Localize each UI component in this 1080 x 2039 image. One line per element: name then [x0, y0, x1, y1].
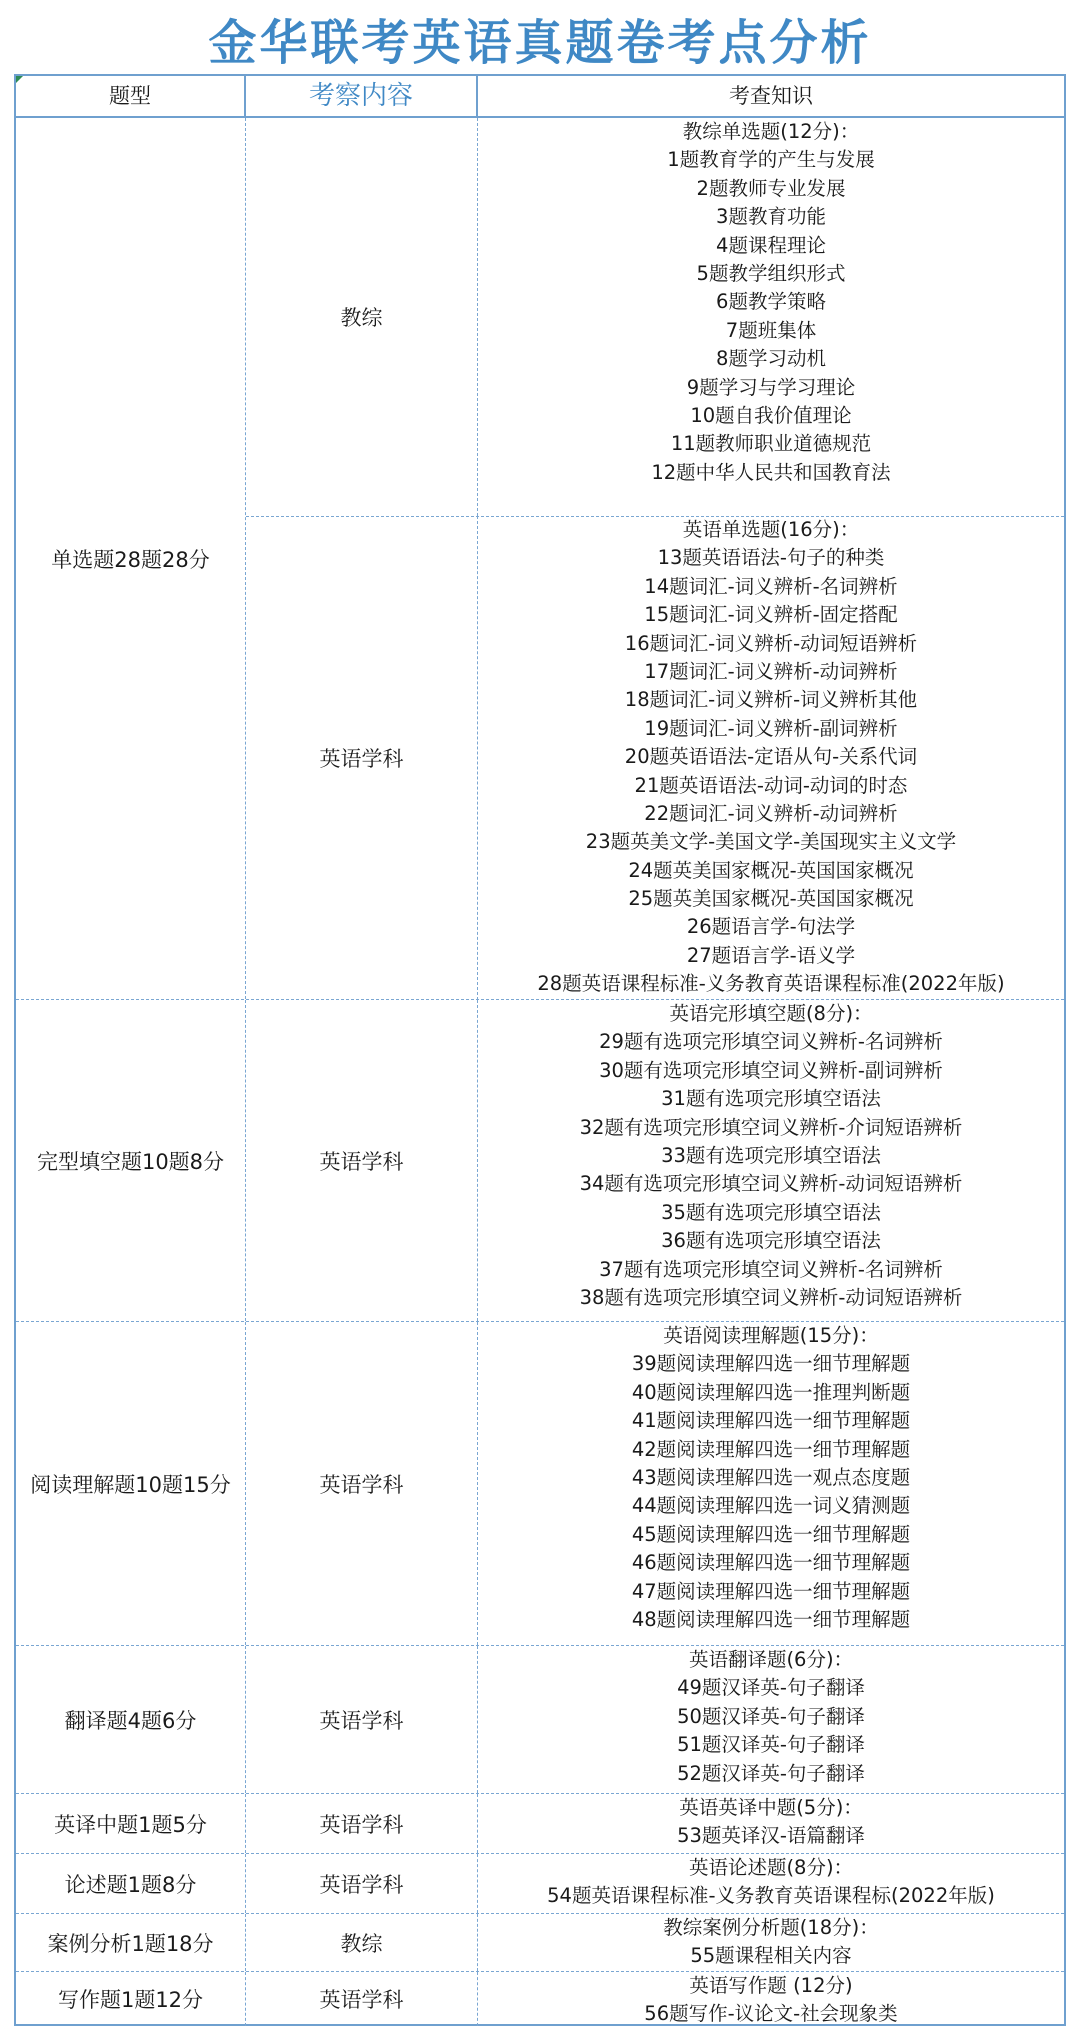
content-cell: 英语学科: [246, 1646, 478, 1793]
knowledge-line: 19题词汇-词义辨析-副词辨析: [644, 716, 898, 740]
section-essay: [16, 1854, 1064, 1914]
subrow-education: [246, 118, 1064, 516]
content-cell: 英语学科: [246, 1322, 478, 1645]
knowledge-line: 49题汉译英-句子翻译: [677, 1676, 865, 1700]
knowledge-line: 17题词汇-词义辨析-动词辨析: [644, 659, 898, 683]
knowledge-line: 40题阅读理解四选一推理判断题: [631, 1380, 911, 1404]
knowledge-line: 1题教育学的产生与发展: [667, 148, 875, 172]
knowledge-line: 英语翻译题(6分)：: [688, 1648, 854, 1671]
knowledge-line: 英语完形填空题(8分)：: [669, 1002, 873, 1025]
type-cell: 翻译题4题6分: [16, 1646, 246, 1793]
knowledge-cell: [478, 1646, 1064, 1793]
content-cell: 英语学科: [246, 1972, 478, 2026]
knowledge-line: 14题词汇-词义辨析-名词辨析: [644, 574, 898, 598]
knowledge-line: 15题词汇-词义辨析-固定搭配: [644, 603, 898, 627]
knowledge-line: 2题教师专业发展: [696, 176, 846, 200]
knowledge-line: 41题阅读理解四选一细节理解题: [631, 1409, 911, 1433]
knowledge-cell: [478, 1000, 1064, 1321]
knowledge-cell: [478, 1794, 1064, 1853]
type-cell: 写作题1题12分: [16, 1972, 246, 2026]
type-cell: 阅读理解题10题15分: [16, 1322, 246, 1645]
knowledge-line: 3题教育功能: [716, 205, 826, 229]
knowledge-line: 33题有选项完形填空语法: [661, 1143, 881, 1167]
knowledge-line: 34题有选项完形填空词义辨析-动词短语辨析: [579, 1172, 963, 1196]
knowledge-line: 51题汉译英-句子翻译: [677, 1733, 865, 1757]
section-cloze: [16, 1000, 1064, 1322]
knowledge-line: 24题英美国家概况-英国国家概况: [628, 858, 914, 882]
knowledge-line: 18题词汇-词义辨析-词义辨析其他: [624, 688, 918, 712]
knowledge-cell: [478, 1972, 1064, 2026]
knowledge-line: 9题学习与学习理论: [686, 375, 856, 399]
analysis-table: [14, 74, 1066, 2026]
knowledge-line: 38题有选项完形填空词义辨析-动词短语辨析: [579, 1285, 963, 1309]
knowledge-line: 55题课程相关内容: [690, 1944, 852, 1968]
content-cell: 英语学科: [246, 516, 478, 1000]
knowledge-line: 56题写作-议论文-社会现象类: [644, 2002, 898, 2026]
knowledge-line: 46题阅读理解四选一细节理解题: [631, 1551, 911, 1575]
content-cell: 教综: [246, 118, 478, 516]
knowledge-line: 48题阅读理解四选一细节理解题: [631, 1607, 911, 1631]
subrow-english: [246, 516, 1064, 1000]
knowledge-line: 35题有选项完形填空语法: [661, 1200, 881, 1224]
section-en-to-cn: [16, 1794, 1064, 1854]
knowledge-line: 11题教师职业道德规范: [670, 432, 872, 456]
type-cell: 单选题28题28分: [16, 118, 246, 999]
knowledge-line: 37题有选项完形填空词义辨析-名词辨析: [599, 1257, 943, 1281]
type-cell: 论述题1题8分: [16, 1854, 246, 1913]
knowledge-line: 54题英语课程标准-义务教育英语课程标(2022年版): [547, 1884, 995, 1908]
knowledge-line: 39题阅读理解四选一细节理解题: [631, 1352, 911, 1376]
knowledge-line: 英语阅读理解题(15分)：: [663, 1324, 879, 1347]
knowledge-line: 53题英译汉-语篇翻译: [677, 1824, 865, 1848]
table-header: [16, 76, 1064, 118]
knowledge-cell: [478, 516, 1064, 1000]
section-translation: [16, 1646, 1064, 1794]
knowledge-line: 教综案例分析题(18分)：: [663, 1916, 879, 1939]
knowledge-line: 26题语言学-句法学: [686, 915, 856, 939]
content-cell: 英语学科: [246, 1854, 478, 1913]
knowledge-cell: [478, 118, 1064, 516]
knowledge-cell: [478, 1322, 1064, 1645]
knowledge-line: 8题学习动机: [716, 347, 826, 371]
type-cell: 英译中题1题5分: [16, 1794, 246, 1853]
section-single-choice: [16, 118, 1064, 1000]
header-knowledge: 考查知识: [729, 84, 813, 108]
header-content: 考察内容: [246, 76, 478, 116]
knowledge-line: 10题自我价值理论: [690, 403, 852, 427]
knowledge-line: 29题有选项完形填空词义辨析-名词辨析: [599, 1030, 943, 1054]
knowledge-line: 43题阅读理解四选一观点态度题: [631, 1465, 911, 1489]
knowledge-line: 22题词汇-词义辨析-动词辨析: [644, 801, 898, 825]
knowledge-line: 50题汉译英-句子翻译: [677, 1704, 865, 1728]
knowledge-line: 7题班集体: [725, 318, 817, 342]
knowledge-line: 47题阅读理解四选一细节理解题: [631, 1579, 911, 1603]
knowledge-line: 44题阅读理解四选一词义猜测题: [631, 1494, 911, 1518]
content-cell: 教综: [246, 1914, 478, 1971]
header-type: 题型: [16, 76, 246, 116]
knowledge-line: 5题教学组织形式: [696, 261, 846, 285]
page-title: 金华联考英语真题卷考点分析: [208, 15, 872, 71]
type-cell: 案例分析1题18分: [16, 1914, 246, 1971]
knowledge-line: 16题词汇-词义辨析-动词短语辨析: [624, 631, 918, 655]
knowledge-cell: [478, 1854, 1064, 1913]
knowledge-line: 27题语言学-语义学: [686, 943, 856, 967]
knowledge-cell: [478, 1914, 1064, 1971]
knowledge-line: 6题教学策略: [716, 290, 826, 314]
knowledge-line: 英语英译中题(5分)：: [679, 1796, 863, 1819]
knowledge-line: 英语单选题(16分)：: [682, 518, 860, 541]
section-writing: [16, 1972, 1064, 2026]
knowledge-line: 英语论述题(8分)：: [688, 1856, 854, 1879]
knowledge-line: 教综单选题(12分)：: [682, 120, 860, 143]
knowledge-line: 30题有选项完形填空词义辨析-副词辨析: [599, 1058, 943, 1082]
knowledge-line: 42题阅读理解四选一细节理解题: [631, 1437, 911, 1461]
section-case-analysis: [16, 1914, 1064, 1972]
knowledge-line: 31题有选项完形填空语法: [661, 1087, 881, 1111]
knowledge-line: 13题英语语法-句子的种类: [657, 546, 885, 570]
type-cell: 完型填空题10题8分: [16, 1000, 246, 1321]
knowledge-line: 28题英语课程标准-义务教育英语课程标准(2022年版): [537, 972, 1005, 996]
knowledge-line: 36题有选项完形填空语法: [661, 1229, 881, 1253]
knowledge-line: 45题阅读理解四选一细节理解题: [631, 1522, 911, 1546]
knowledge-line: 52题汉译英-句子翻译: [677, 1761, 865, 1785]
content-cell: 英语学科: [246, 1794, 478, 1853]
knowledge-line: 4题课程理论: [716, 233, 826, 257]
knowledge-line: 英语写作题 (12分): [689, 1974, 853, 1997]
knowledge-line: 25题英美国家概况-英国国家概况: [628, 887, 914, 911]
content-cell: 英语学科: [246, 1000, 478, 1321]
knowledge-line: 20题英语语法-定语从句-关系代词: [624, 745, 918, 769]
section-reading: [16, 1322, 1064, 1646]
knowledge-line: 32题有选项完形填空词义辨析-介词短语辨析: [579, 1115, 963, 1139]
knowledge-line: 23题英美文学-美国文学-美国现实主义文学: [585, 830, 957, 854]
knowledge-line: 12题中华人民共和国教育法: [651, 460, 891, 484]
knowledge-line: 21题英语语法-动词-动词的时态: [634, 773, 908, 797]
